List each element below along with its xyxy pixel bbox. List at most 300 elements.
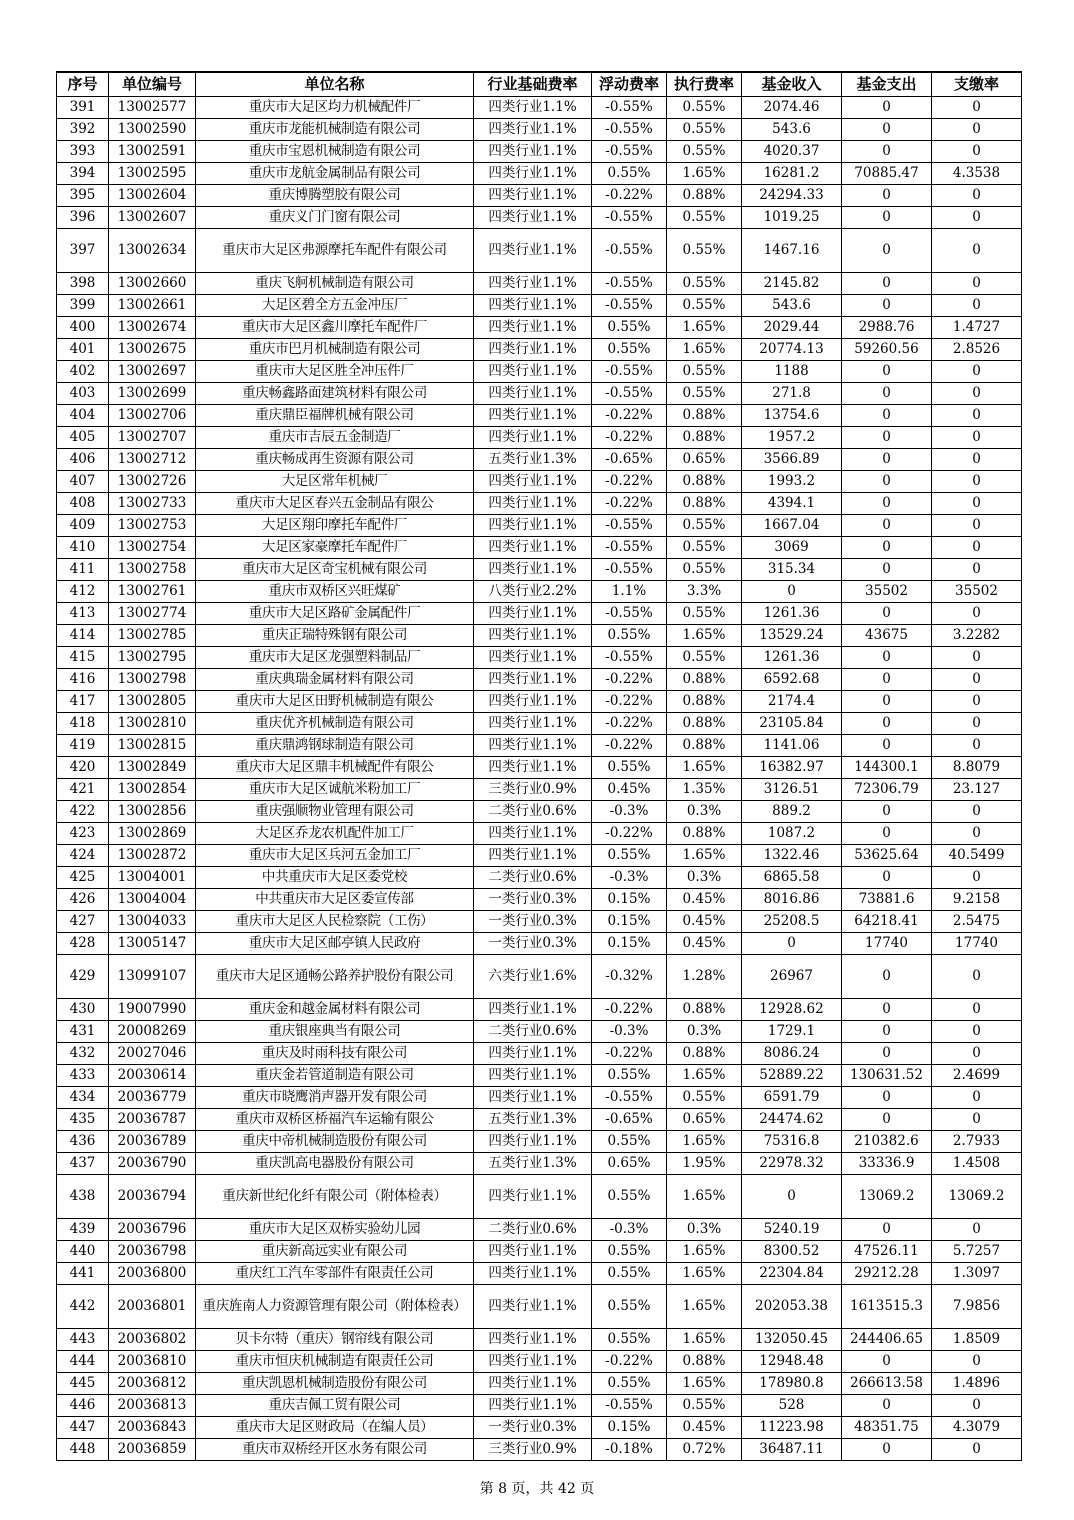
cell-index: 412 — [57, 581, 109, 603]
table-row — [57, 581, 1022, 603]
cell-unit-code: 13002869 — [109, 823, 196, 845]
cell-unit-name: 重庆新高远实业有限公司 — [196, 1241, 474, 1263]
col-header-float-rate: 浮动费率 — [592, 72, 667, 97]
col-header-fund-income: 基金收入 — [742, 72, 842, 97]
table-row — [57, 493, 1022, 515]
cell-payout-ratio: 17740 — [932, 933, 1022, 955]
cell-unit-code: 13002660 — [109, 273, 196, 295]
cell-float-rate: -0.22% — [592, 1351, 667, 1373]
cell-payout-ratio: 0 — [932, 1109, 1022, 1131]
cell-exec-rate: 0.72% — [667, 1439, 742, 1461]
cell-index: 413 — [57, 603, 109, 625]
cell-fund-expense: 35502 — [842, 581, 932, 603]
cell-fund-income: 315.34 — [742, 559, 842, 581]
cell-fund-income: 13754.6 — [742, 405, 842, 427]
cell-float-rate: -0.22% — [592, 493, 667, 515]
cell-float-rate: -0.55% — [592, 603, 667, 625]
fund-table — [56, 71, 1022, 1461]
table-row — [57, 1285, 1022, 1329]
cell-index: 431 — [57, 1021, 109, 1043]
table-row — [57, 427, 1022, 449]
table-row — [57, 1373, 1022, 1395]
cell-float-rate: 0.55% — [592, 317, 667, 339]
cell-index: 428 — [57, 933, 109, 955]
cell-float-rate: -0.18% — [592, 1439, 667, 1461]
cell-exec-rate: 1.65% — [667, 1175, 742, 1219]
cell-index: 421 — [57, 779, 109, 801]
cell-fund-expense: 17740 — [842, 933, 932, 955]
cell-float-rate: -0.3% — [592, 1219, 667, 1241]
cell-exec-rate: 1.65% — [667, 845, 742, 867]
cell-fund-expense: 0 — [842, 427, 932, 449]
cell-index: 414 — [57, 625, 109, 647]
cell-payout-ratio: 0 — [932, 295, 1022, 317]
cell-base-rate: 四类行业1.1% — [474, 229, 592, 273]
cell-index: 411 — [57, 559, 109, 581]
cell-payout-ratio: 0 — [932, 361, 1022, 383]
cell-fund-expense: 0 — [842, 691, 932, 713]
cell-payout-ratio: 0 — [932, 647, 1022, 669]
cell-fund-income: 1019.25 — [742, 207, 842, 229]
cell-payout-ratio: 0 — [932, 185, 1022, 207]
cell-float-rate: -0.55% — [592, 1395, 667, 1417]
cell-exec-rate: 0.55% — [667, 295, 742, 317]
cell-fund-expense: 0 — [842, 141, 932, 163]
cell-index: 442 — [57, 1285, 109, 1329]
cell-float-rate: -0.55% — [592, 229, 667, 273]
cell-unit-code: 20036810 — [109, 1351, 196, 1373]
cell-unit-name: 重庆市大足区弗源摩托车配件有限公司 — [196, 229, 474, 273]
cell-unit-code: 13004004 — [109, 889, 196, 911]
cell-base-rate: 四类行业1.1% — [474, 339, 592, 361]
cell-unit-name: 重庆强顺物业管理有限公司 — [196, 801, 474, 823]
cell-unit-name: 重庆银座典当有限公司 — [196, 1021, 474, 1043]
cell-fund-income: 271.8 — [742, 383, 842, 405]
cell-index: 392 — [57, 119, 109, 141]
cell-fund-expense: 33336.9 — [842, 1153, 932, 1175]
cell-unit-name: 大足区碧全方五金冲压厂 — [196, 295, 474, 317]
cell-exec-rate: 1.65% — [667, 1241, 742, 1263]
cell-payout-ratio: 0 — [932, 515, 1022, 537]
cell-unit-name: 重庆凯恩机械制造股份有限公司 — [196, 1373, 474, 1395]
cell-fund-expense: 0 — [842, 537, 932, 559]
cell-float-rate: 0.55% — [592, 163, 667, 185]
table-row — [57, 273, 1022, 295]
cell-exec-rate: 1.65% — [667, 317, 742, 339]
cell-unit-code: 13002675 — [109, 339, 196, 361]
cell-exec-rate: 0.88% — [667, 1351, 742, 1373]
cell-exec-rate: 0.55% — [667, 273, 742, 295]
cell-exec-rate: 0.55% — [667, 383, 742, 405]
cell-unit-code: 13002595 — [109, 163, 196, 185]
cell-fund-income: 3126.51 — [742, 779, 842, 801]
cell-payout-ratio: 0 — [932, 537, 1022, 559]
cell-fund-expense: 53625.64 — [842, 845, 932, 867]
cell-exec-rate: 0.65% — [667, 1109, 742, 1131]
cell-unit-name: 重庆鼎鸿钢球制造有限公司 — [196, 735, 474, 757]
cell-base-rate: 四类行业1.1% — [474, 537, 592, 559]
cell-float-rate: -0.22% — [592, 1043, 667, 1065]
cell-unit-code: 20036813 — [109, 1395, 196, 1417]
cell-index: 423 — [57, 823, 109, 845]
col-header-payout-ratio: 支缴率 — [932, 72, 1022, 97]
cell-base-rate: 四类行业1.1% — [474, 471, 592, 493]
cell-float-rate: -0.55% — [592, 97, 667, 119]
cell-unit-name: 重庆市宝恩机械制造有限公司 — [196, 141, 474, 163]
cell-unit-code: 20036796 — [109, 1219, 196, 1241]
cell-unit-code: 13002590 — [109, 119, 196, 141]
cell-fund-expense: 72306.79 — [842, 779, 932, 801]
cell-payout-ratio: 4.3079 — [932, 1417, 1022, 1439]
cell-payout-ratio: 0 — [932, 141, 1022, 163]
col-header-base-rate: 行业基础费率 — [474, 72, 592, 97]
cell-float-rate: -0.55% — [592, 295, 667, 317]
cell-base-rate: 五类行业1.3% — [474, 1109, 592, 1131]
table-row — [57, 691, 1022, 713]
cell-fund-income: 1729.1 — [742, 1021, 842, 1043]
cell-index: 391 — [57, 97, 109, 119]
cell-fund-income: 6591.79 — [742, 1087, 842, 1109]
cell-fund-expense: 0 — [842, 119, 932, 141]
cell-base-rate: 五类行业1.3% — [474, 1153, 592, 1175]
cell-payout-ratio: 8.8079 — [932, 757, 1022, 779]
cell-unit-name: 重庆市晓鹰消声器开发有限公司 — [196, 1087, 474, 1109]
table-row — [57, 669, 1022, 691]
cell-base-rate: 一类行业0.3% — [474, 911, 592, 933]
cell-exec-rate: 0.88% — [667, 669, 742, 691]
cell-unit-code: 20036800 — [109, 1263, 196, 1285]
table-row — [57, 955, 1022, 999]
cell-base-rate: 二类行业0.6% — [474, 867, 592, 889]
cell-index: 394 — [57, 163, 109, 185]
cell-unit-code: 13002753 — [109, 515, 196, 537]
cell-unit-name: 大足区翔印摩托车配件厂 — [196, 515, 474, 537]
cell-unit-name: 重庆鼎臣福牌机械有限公司 — [196, 405, 474, 427]
cell-fund-expense: 43675 — [842, 625, 932, 647]
cell-exec-rate: 0.65% — [667, 449, 742, 471]
cell-unit-code: 13002815 — [109, 735, 196, 757]
cell-float-rate: -0.55% — [592, 647, 667, 669]
cell-index: 410 — [57, 537, 109, 559]
table-row — [57, 1021, 1022, 1043]
cell-float-rate: 0.55% — [592, 339, 667, 361]
cell-float-rate: -0.22% — [592, 471, 667, 493]
cell-base-rate: 四类行业1.1% — [474, 515, 592, 537]
cell-base-rate: 二类行业0.6% — [474, 1219, 592, 1241]
cell-fund-expense: 130631.52 — [842, 1065, 932, 1087]
cell-payout-ratio: 0 — [932, 119, 1022, 141]
cell-index: 446 — [57, 1395, 109, 1417]
cell-float-rate: -0.22% — [592, 735, 667, 757]
table-row — [57, 801, 1022, 823]
cell-float-rate: 0.55% — [592, 1373, 667, 1395]
cell-base-rate: 四类行业1.1% — [474, 1131, 592, 1153]
cell-exec-rate: 1.65% — [667, 757, 742, 779]
cell-fund-income: 4020.37 — [742, 141, 842, 163]
cell-fund-income: 1667.04 — [742, 515, 842, 537]
cell-payout-ratio: 0 — [932, 405, 1022, 427]
cell-unit-name: 重庆市大足区人民检察院（工伤） — [196, 911, 474, 933]
cell-payout-ratio: 0 — [932, 229, 1022, 273]
cell-unit-code: 20036812 — [109, 1373, 196, 1395]
cell-float-rate: -0.22% — [592, 427, 667, 449]
cell-base-rate: 四类行业1.1% — [474, 713, 592, 735]
cell-base-rate: 四类行业1.1% — [474, 207, 592, 229]
table-row — [57, 141, 1022, 163]
cell-fund-income: 75316.8 — [742, 1131, 842, 1153]
cell-unit-name: 重庆市大足区双桥实验幼儿园 — [196, 1219, 474, 1241]
cell-unit-code: 13002674 — [109, 317, 196, 339]
cell-float-rate: 0.65% — [592, 1153, 667, 1175]
cell-unit-code: 13002795 — [109, 647, 196, 669]
cell-payout-ratio: 1.4508 — [932, 1153, 1022, 1175]
cell-float-rate: -0.55% — [592, 1087, 667, 1109]
cell-exec-rate: 0.55% — [667, 229, 742, 273]
cell-unit-name: 重庆市大足区春兴五金制品有限公 — [196, 493, 474, 515]
table-row — [57, 185, 1022, 207]
cell-unit-code: 20036859 — [109, 1439, 196, 1461]
cell-unit-name: 重庆红工汽车零部件有限责任公司 — [196, 1263, 474, 1285]
cell-unit-code: 13002754 — [109, 537, 196, 559]
cell-base-rate: 三类行业0.9% — [474, 1439, 592, 1461]
table-row — [57, 1131, 1022, 1153]
cell-base-rate: 四类行业1.1% — [474, 273, 592, 295]
cell-fund-expense: 0 — [842, 801, 932, 823]
cell-fund-income: 8016.86 — [742, 889, 842, 911]
cell-exec-rate: 0.55% — [667, 119, 742, 141]
cell-exec-rate: 1.65% — [667, 339, 742, 361]
cell-index: 433 — [57, 1065, 109, 1087]
cell-exec-rate: 0.55% — [667, 603, 742, 625]
cell-unit-name: 重庆旌南人力资源管理有限公司（附体检表） — [196, 1285, 474, 1329]
cell-unit-code: 20036790 — [109, 1153, 196, 1175]
cell-fund-income: 4394.1 — [742, 493, 842, 515]
cell-fund-expense: 13069.2 — [842, 1175, 932, 1219]
cell-exec-rate: 0.88% — [667, 999, 742, 1021]
table-row — [57, 757, 1022, 779]
cell-payout-ratio: 2.8526 — [932, 339, 1022, 361]
cell-exec-rate: 0.88% — [667, 713, 742, 735]
cell-unit-code: 13002774 — [109, 603, 196, 625]
cell-unit-code: 20036789 — [109, 1131, 196, 1153]
cell-float-rate: -0.55% — [592, 537, 667, 559]
cell-exec-rate: 1.65% — [667, 1285, 742, 1329]
cell-fund-expense: 0 — [842, 1109, 932, 1131]
cell-payout-ratio: 0 — [932, 207, 1022, 229]
cell-fund-income: 11223.98 — [742, 1417, 842, 1439]
cell-index: 419 — [57, 735, 109, 757]
cell-payout-ratio: 1.4896 — [932, 1373, 1022, 1395]
cell-fund-income: 1141.06 — [742, 735, 842, 757]
cell-fund-income: 202053.38 — [742, 1285, 842, 1329]
cell-fund-expense: 0 — [842, 207, 932, 229]
table-row — [57, 603, 1022, 625]
cell-base-rate: 四类行业1.1% — [474, 1175, 592, 1219]
cell-payout-ratio: 0 — [932, 823, 1022, 845]
cell-unit-code: 13002810 — [109, 713, 196, 735]
cell-unit-name: 重庆市龙能机械制造有限公司 — [196, 119, 474, 141]
cell-fund-income: 22304.84 — [742, 1263, 842, 1285]
cell-index: 429 — [57, 955, 109, 999]
cell-index: 416 — [57, 669, 109, 691]
cell-unit-code: 13004001 — [109, 867, 196, 889]
cell-payout-ratio: 0 — [932, 471, 1022, 493]
cell-unit-code: 13002726 — [109, 471, 196, 493]
cell-float-rate: -0.55% — [592, 119, 667, 141]
cell-float-rate: 1.1% — [592, 581, 667, 603]
cell-float-rate: 0.55% — [592, 757, 667, 779]
table-row — [57, 537, 1022, 559]
cell-base-rate: 四类行业1.1% — [474, 999, 592, 1021]
header-row — [57, 72, 1022, 97]
cell-base-rate: 四类行业1.1% — [474, 603, 592, 625]
table-row — [57, 1263, 1022, 1285]
cell-unit-name: 重庆凯高电器股份有限公司 — [196, 1153, 474, 1175]
cell-fund-expense: 0 — [842, 1087, 932, 1109]
cell-fund-income: 178980.8 — [742, 1373, 842, 1395]
cell-fund-income: 0 — [742, 581, 842, 603]
cell-unit-name: 重庆金和越金属材料有限公司 — [196, 999, 474, 1021]
table-row — [57, 889, 1022, 911]
cell-index: 397 — [57, 229, 109, 273]
cell-base-rate: 四类行业1.1% — [474, 647, 592, 669]
cell-fund-expense: 0 — [842, 999, 932, 1021]
cell-base-rate: 四类行业1.1% — [474, 361, 592, 383]
cell-unit-name: 重庆市吉辰五金制造厂 — [196, 427, 474, 449]
table-row — [57, 405, 1022, 427]
cell-unit-code: 13002591 — [109, 141, 196, 163]
table-row — [57, 1043, 1022, 1065]
cell-exec-rate: 0.88% — [667, 185, 742, 207]
cell-exec-rate: 0.55% — [667, 647, 742, 669]
cell-unit-code: 20036794 — [109, 1175, 196, 1219]
cell-index: 398 — [57, 273, 109, 295]
table-row — [57, 471, 1022, 493]
cell-unit-name: 重庆畅鑫路面建筑材料有限公司 — [196, 383, 474, 405]
cell-float-rate: -0.65% — [592, 1109, 667, 1131]
cell-fund-expense: 0 — [842, 1021, 932, 1043]
cell-fund-income: 6592.68 — [742, 669, 842, 691]
cell-payout-ratio: 0 — [932, 1043, 1022, 1065]
cell-unit-name: 重庆市巴月机械制造有限公司 — [196, 339, 474, 361]
cell-exec-rate: 1.35% — [667, 779, 742, 801]
cell-exec-rate: 1.65% — [667, 625, 742, 647]
cell-float-rate: -0.22% — [592, 669, 667, 691]
cell-payout-ratio: 0 — [932, 999, 1022, 1021]
cell-base-rate: 二类行业0.6% — [474, 801, 592, 823]
table-row — [57, 383, 1022, 405]
cell-index: 432 — [57, 1043, 109, 1065]
cell-payout-ratio: 0 — [932, 1439, 1022, 1461]
table-row — [57, 559, 1022, 581]
cell-exec-rate: 0.55% — [667, 361, 742, 383]
cell-exec-rate: 0.88% — [667, 405, 742, 427]
cell-index: 447 — [57, 1417, 109, 1439]
cell-index: 430 — [57, 999, 109, 1021]
cell-base-rate: 四类行业1.1% — [474, 185, 592, 207]
cell-float-rate: 0.15% — [592, 911, 667, 933]
cell-float-rate: -0.55% — [592, 141, 667, 163]
cell-unit-name: 重庆吉佩工贸有限公司 — [196, 1395, 474, 1417]
cell-unit-code: 20036802 — [109, 1329, 196, 1351]
cell-base-rate: 四类行业1.1% — [474, 1329, 592, 1351]
cell-index: 399 — [57, 295, 109, 317]
cell-payout-ratio: 1.3097 — [932, 1263, 1022, 1285]
cell-payout-ratio: 23.127 — [932, 779, 1022, 801]
cell-index: 407 — [57, 471, 109, 493]
cell-fund-expense: 0 — [842, 493, 932, 515]
cell-exec-rate: 1.95% — [667, 1153, 742, 1175]
cell-index: 401 — [57, 339, 109, 361]
cell-unit-code: 13002577 — [109, 97, 196, 119]
cell-index: 415 — [57, 647, 109, 669]
cell-fund-income: 1467.16 — [742, 229, 842, 273]
cell-base-rate: 四类行业1.1% — [474, 1087, 592, 1109]
cell-unit-name: 重庆市大足区诚航米粉加工厂 — [196, 779, 474, 801]
table-row — [57, 163, 1022, 185]
cell-unit-name: 重庆市大足区邮亭镇人民政府 — [196, 933, 474, 955]
cell-fund-income: 1957.2 — [742, 427, 842, 449]
cell-float-rate: 0.55% — [592, 625, 667, 647]
cell-payout-ratio: 0 — [932, 801, 1022, 823]
table-row — [57, 625, 1022, 647]
cell-base-rate: 四类行业1.1% — [474, 427, 592, 449]
cell-unit-name: 重庆市大足区奇宝机械有限公司 — [196, 559, 474, 581]
cell-fund-expense: 0 — [842, 471, 932, 493]
table-row — [57, 1329, 1022, 1351]
cell-fund-expense: 0 — [842, 713, 932, 735]
cell-fund-expense: 0 — [842, 1395, 932, 1417]
table-row — [57, 713, 1022, 735]
cell-fund-income: 1261.36 — [742, 603, 842, 625]
cell-fund-expense: 0 — [842, 97, 932, 119]
cell-exec-rate: 0.45% — [667, 911, 742, 933]
cell-index: 427 — [57, 911, 109, 933]
cell-exec-rate: 1.28% — [667, 955, 742, 999]
cell-payout-ratio: 35502 — [932, 581, 1022, 603]
cell-float-rate: -0.22% — [592, 405, 667, 427]
cell-unit-code: 13002785 — [109, 625, 196, 647]
table-row — [57, 911, 1022, 933]
cell-unit-code: 13002604 — [109, 185, 196, 207]
cell-payout-ratio: 9.2158 — [932, 889, 1022, 911]
table-row — [57, 933, 1022, 955]
cell-fund-income: 132050.45 — [742, 1329, 842, 1351]
cell-float-rate: 0.55% — [592, 1065, 667, 1087]
cell-payout-ratio: 0 — [932, 1395, 1022, 1417]
cell-fund-expense: 210382.6 — [842, 1131, 932, 1153]
cell-unit-name: 重庆市大足区鑫川摩托车配件厂 — [196, 317, 474, 339]
cell-base-rate: 四类行业1.1% — [474, 625, 592, 647]
table-row — [57, 735, 1022, 757]
cell-base-rate: 四类行业1.1% — [474, 1263, 592, 1285]
cell-payout-ratio: 0 — [932, 449, 1022, 471]
cell-index: 400 — [57, 317, 109, 339]
cell-fund-expense: 0 — [842, 361, 932, 383]
cell-fund-income: 22978.32 — [742, 1153, 842, 1175]
cell-base-rate: 四类行业1.1% — [474, 1241, 592, 1263]
cell-fund-expense: 2988.76 — [842, 317, 932, 339]
cell-exec-rate: 0.88% — [667, 427, 742, 449]
cell-base-rate: 四类行业1.1% — [474, 317, 592, 339]
cell-fund-expense: 0 — [842, 955, 932, 999]
cell-index: 444 — [57, 1351, 109, 1373]
cell-unit-code: 13002854 — [109, 779, 196, 801]
table-row — [57, 515, 1022, 537]
cell-index: 440 — [57, 1241, 109, 1263]
cell-unit-name: 重庆市双桥经开区水务有限公司 — [196, 1439, 474, 1461]
cell-unit-name: 重庆正瑞特殊钢有限公司 — [196, 625, 474, 647]
